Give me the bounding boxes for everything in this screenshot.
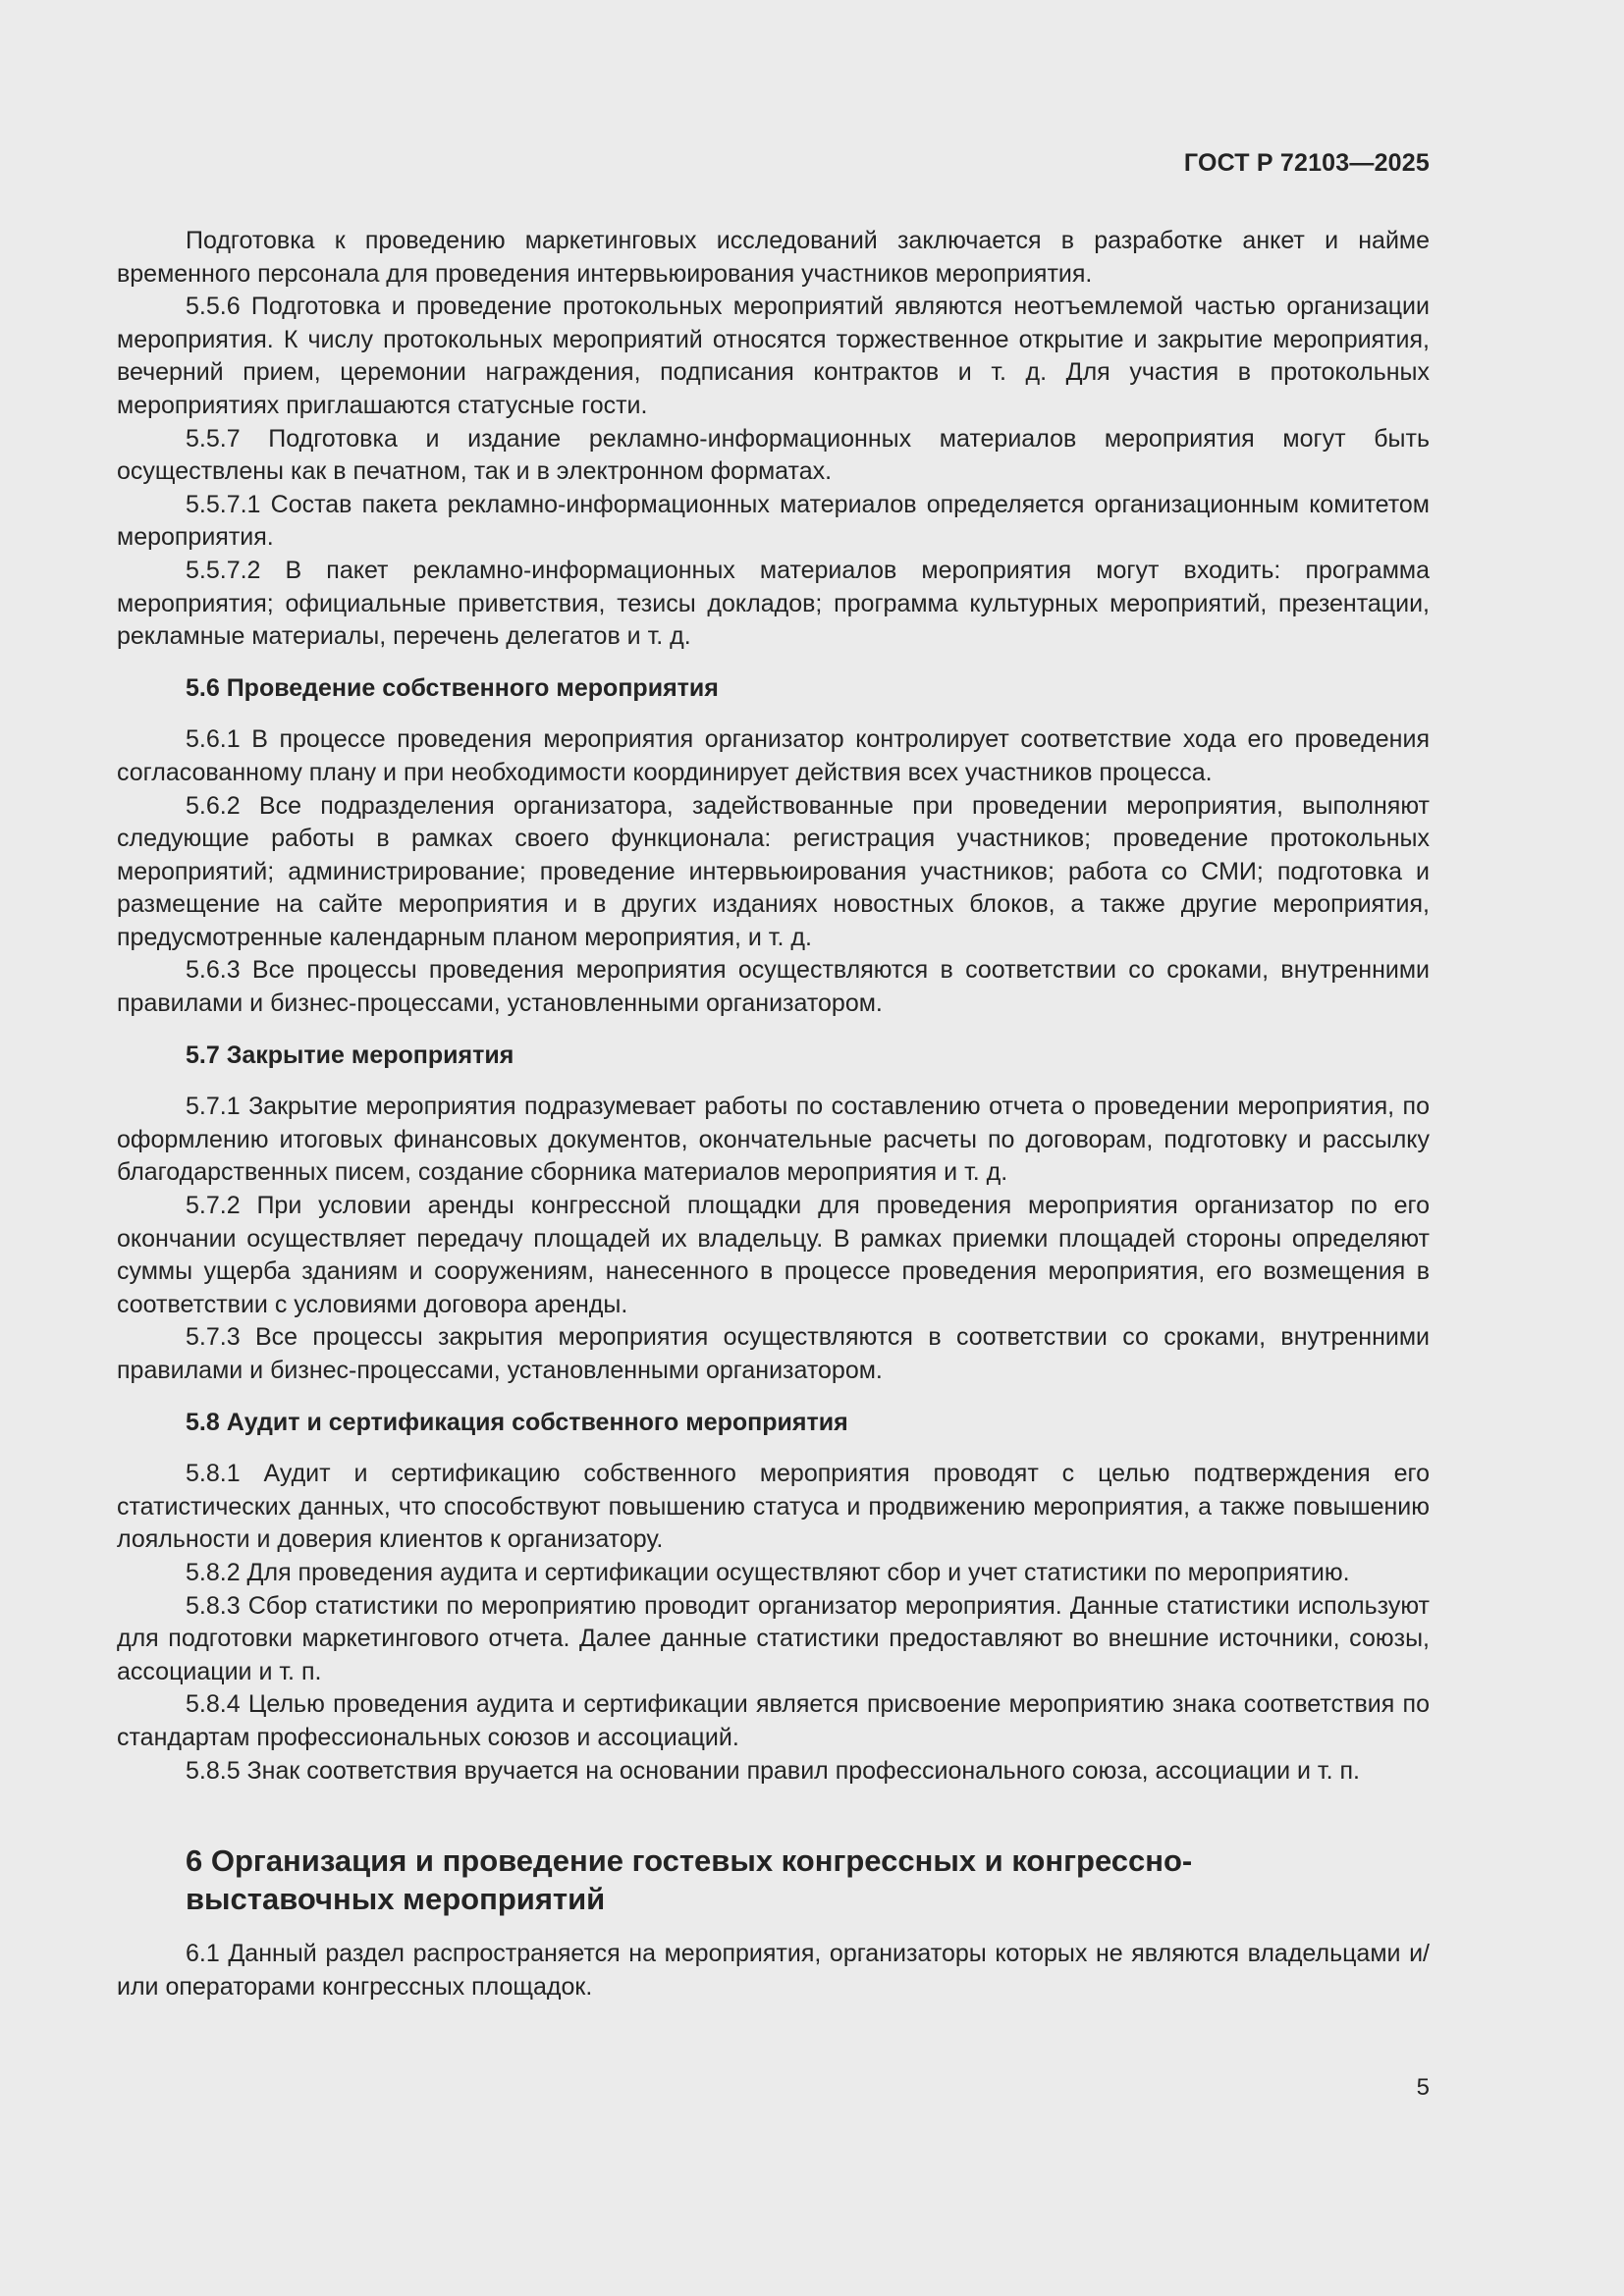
paragraph-5-8-5: 5.8.5 Знак соответствия вручается на основании правил профессионального союза, ассоциации и т. п. bbox=[186, 1756, 1360, 1785]
heading-section-6: 6 Организация и проведение гостевых конгрессных и конгрессно-выставочных мероприятий bbox=[186, 1843, 1193, 1917]
paragraph-5-6-3: 5.6.3 Все процессы проведения мероприятия осуществляются в соответствии со сроками, внутренними правилами и бизнес-процессами, установленными организатором. bbox=[117, 956, 1430, 1018]
heading-5-7: 5.7 Закрытие мероприятия bbox=[186, 1041, 514, 1069]
paragraph-5-7-3: 5.7.3 Все процессы закрытия мероприятия осуществляются в соответствии со сроками, внутренними правилами и бизнес-процессами, установленными организатором. bbox=[117, 1323, 1430, 1384]
paragraph-5-8-4: 5.8.4 Целью проведения аудита и сертификации является присвоение мероприятию знака соответствия по стандартам профессиональных союзов и ассоциаций. bbox=[117, 1690, 1430, 1751]
paragraph-5-6-2: 5.6.2 Все подразделения организатора, задействованные при проведении мероприятия, выполняют следующие работы в рамках своего функционала: регистрация участников; проведение протокольных мероприятий; администрирование; проведение интервьюирования участников; работа со СМИ; подготовка и размещение на сайте мероприятия и в других изданиях новостных блоков, а также другие мероприятия, предусмотренные календарным планом мероприятия, и т. д. bbox=[117, 791, 1430, 951]
page-number: 5 bbox=[1416, 2074, 1430, 2101]
paragraph-5-8-2: 5.8.2 Для проведения аудита и сертификации осуществляют сбор и учет статистики по мероприятию. bbox=[186, 1558, 1350, 1586]
paragraph-5-5-7-1: 5.5.7.1 Состав пакета рекламно-информационных материалов определяется организационным комитетом мероприятия. bbox=[117, 490, 1430, 552]
paragraph-5-5-7-2: 5.5.7.2 В пакет рекламно-информационных материалов мероприятия могут входить: программа мероприятия; официальные приветствия, тезисы докладов; программа культурных мероприятий, презентации, рекламные материалы, перечень делегатов и т. д. bbox=[117, 556, 1430, 651]
paragraph-5-7-1: 5.7.1 Закрытие мероприятия подразумевает работы по составлению отчета о проведении мероприятия, по оформлению итоговых финансовых документов, окончательные расчеты по договорам, подготовку и рассылку благодарственных писем, создание сборника материалов мероприятия и т. д. bbox=[117, 1093, 1430, 1187]
heading-5-6: 5.6 Проведение собственного мероприятия bbox=[186, 673, 719, 702]
paragraph-5-8-3: 5.8.3 Сбор статистики по мероприятию проводит организатор мероприятия. Данные статистики используют для подготовки маркетингового отчета. Далее данные статистики предоставляют во внешние источники, союзы, ассоциации и т. п. bbox=[117, 1591, 1430, 1685]
paragraph-5-5-7: 5.5.7 Подготовка и издание рекламно-информационных материалов мероприятия могут быть осуществлены как в печатном, так и в электронном форматах. bbox=[117, 424, 1430, 486]
document-page bbox=[117, 0, 1430, 2296]
heading-5-8: 5.8 Аудит и сертификация собственного мероприятия bbox=[186, 1408, 848, 1436]
document-id-header: ГОСТ Р 72103—2025 bbox=[1183, 149, 1430, 177]
paragraph-5-6-1: 5.6.1 В процессе проведения мероприятия организатор контролирует соответствие хода его проведения согласованному плану и при необходимости координирует действия всех участников процесса. bbox=[117, 725, 1430, 786]
paragraph-6-1: 6.1 Данный раздел распространяется на мероприятия, организаторы которых не являются владельцами и/или операторами конгрессных площадок. bbox=[117, 1940, 1430, 2001]
document-body bbox=[117, 225, 1430, 2003]
paragraph-5-7-2: 5.7.2 При условии аренды конгрессной площадки для проведения мероприятия организатор по его окончании осуществляет передачу площадей их владельцу. В рамках приемки площадей стороны определяют суммы ущерба зданиям и сооружениям, нанесенного в процессе проведения мероприятия, его возмещения в соответствии с условиями договора аренды. bbox=[117, 1192, 1430, 1318]
paragraph-5-8-1: 5.8.1 Аудит и сертификацию собственного мероприятия проводят с целью подтверждения его статистических данных, что способствуют повышению статуса и продвижению мероприятия, а также повышению лояльности и доверия клиентов к организатору. bbox=[117, 1460, 1430, 1554]
paragraph-5-5-6: 5.5.6 Подготовка и проведение протокольных мероприятий являются неотъемлемой частью организации мероприятия. К числу протокольных мероприятий относятся торжественное открытие и закрытие мероприятия, вечерний прием, церемонии награждения, подписания контрактов и т. д. Для участия в протокольных мероприятиях приглашаются статусные гости. bbox=[117, 293, 1430, 419]
paragraph: Подготовка к проведению маркетинговых исследований заключается в разработке анкет и найме временного персонала для проведения интервьюирования участников мероприятия. bbox=[117, 227, 1430, 288]
